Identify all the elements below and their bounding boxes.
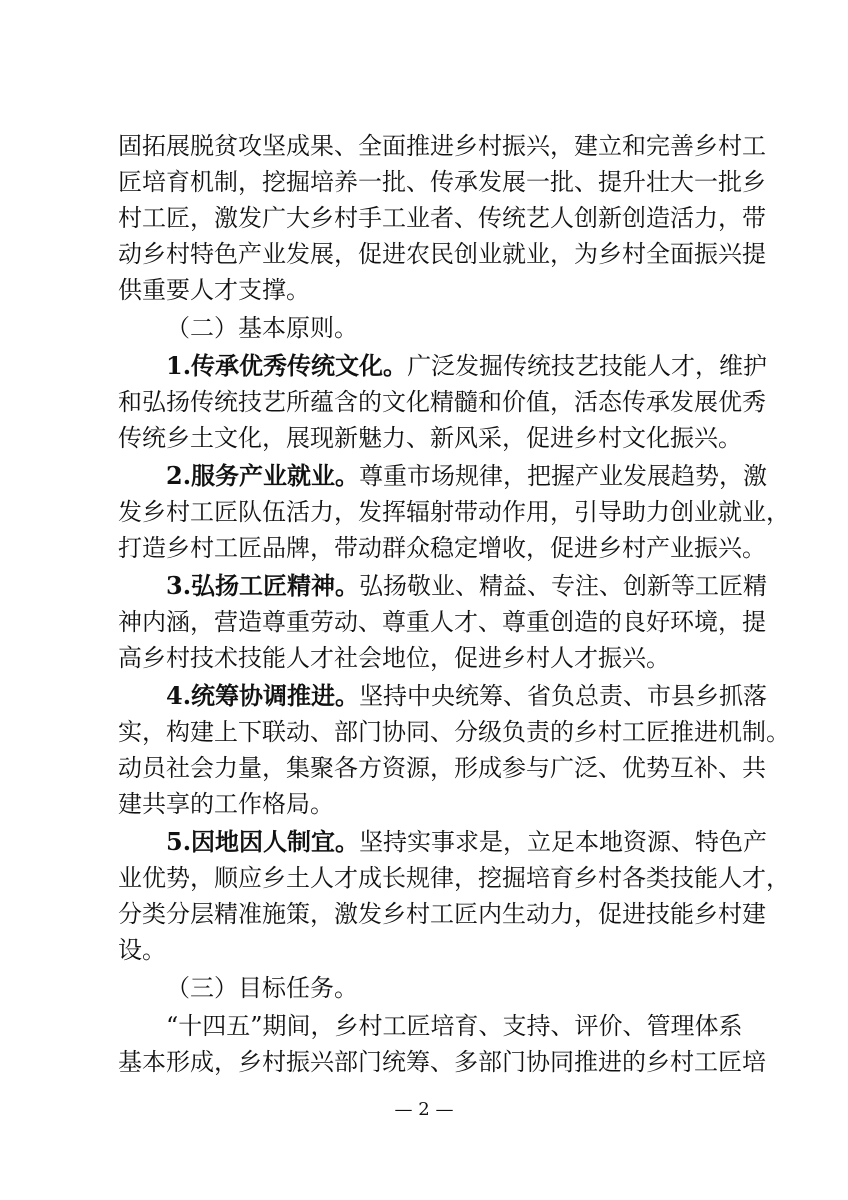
goals-line: 基本形成，乡村振兴部门统筹、多部门协同推进的乡村工匠培 <box>118 1048 766 1076</box>
goals-line: “十四五”期间，乡村工匠培育、支持、评价、管理体系 <box>166 1012 743 1040</box>
principle-line: 和弘扬传统技艺所蕴含的文化精髓和价值，活态传承发展优秀 <box>118 388 766 416</box>
section-heading-principles: （二）基本原则。 <box>166 314 358 342</box>
principle-line: 传统乡土文化，展现新魅力、新风采，促进乡村文化振兴。 <box>118 424 742 452</box>
principle-3-first-line: 3.弘扬工匠精神。弘扬敬业、精益、专注、创新等工匠精 <box>166 571 768 600</box>
principle-line: 业优势，顺应乡土人才成长规律，挖掘培育乡村各类技能人才， <box>118 864 790 892</box>
principle-1-first-line: 1.传承优秀传统文化。广泛发掘传统技艺技能人才，维护 <box>166 351 768 380</box>
principle-line: 动员社会力量，集聚各方资源，形成参与广泛、优势互补、共 <box>118 754 766 782</box>
principle-line: 分类分层精准施策，激发乡村工匠内生动力，促进技能乡村建 <box>118 900 766 928</box>
section-heading-goals: （三）目标任务。 <box>166 974 358 1002</box>
principle-line: 打造乡村工匠品牌，带动群众稳定增收，促进乡村产业振兴。 <box>118 534 766 562</box>
principle-line: 实，构建上下联动、部门协同、分级负责的乡村工匠推进机制。 <box>118 718 790 746</box>
intro-line: 匠培育机制，挖掘培养一批、传承发展一批、提升壮大一批乡 <box>118 168 766 196</box>
principle-2-first-line: 2.服务产业就业。尊重市场规律，把握产业发展趋势，激 <box>166 461 768 490</box>
principle-title: 4.统筹协调推进。 <box>166 681 360 710</box>
principle-line: 神内涵，营造尊重劳动、尊重人才、尊重创造的良好环境，提 <box>118 608 766 636</box>
intro-line: 固拓展脱贫攻坚成果、全面推进乡村振兴，建立和完善乡村工 <box>118 132 766 160</box>
principle-4-first-line: 4.统筹协调推进。坚持中央统筹、省负总责、市县乡抓落 <box>166 681 768 710</box>
principle-line: 设。 <box>118 936 166 964</box>
intro-line: 供重要人才支撑。 <box>118 276 310 304</box>
intro-line: 动乡村特色产业发展，促进农民创业就业，为乡村全面振兴提 <box>118 240 766 268</box>
principle-title: 3.弘扬工匠精神。 <box>166 571 360 600</box>
page-number: — 2 — <box>394 1099 454 1120</box>
principle-title: 2.服务产业就业。 <box>166 461 360 490</box>
principle-line: 建共享的工作格局。 <box>118 790 334 818</box>
principle-title: 1.传承优秀传统文化。 <box>166 351 408 380</box>
principle-title: 5.因地因人制宜。 <box>166 827 360 856</box>
principle-line: 发乡村工匠队伍活力，发挥辐射带动作用，引导助力创业就业， <box>118 498 790 526</box>
principle-5-first-line: 5.因地因人制宜。坚持实事求是，立足本地资源、特色产 <box>166 827 768 856</box>
principle-line: 高乡村技术技能人才社会地位，促进乡村人才振兴。 <box>118 644 670 672</box>
intro-line: 村工匠，激发广大乡村手工业者、传统艺人创新创造活力，带 <box>118 204 766 232</box>
